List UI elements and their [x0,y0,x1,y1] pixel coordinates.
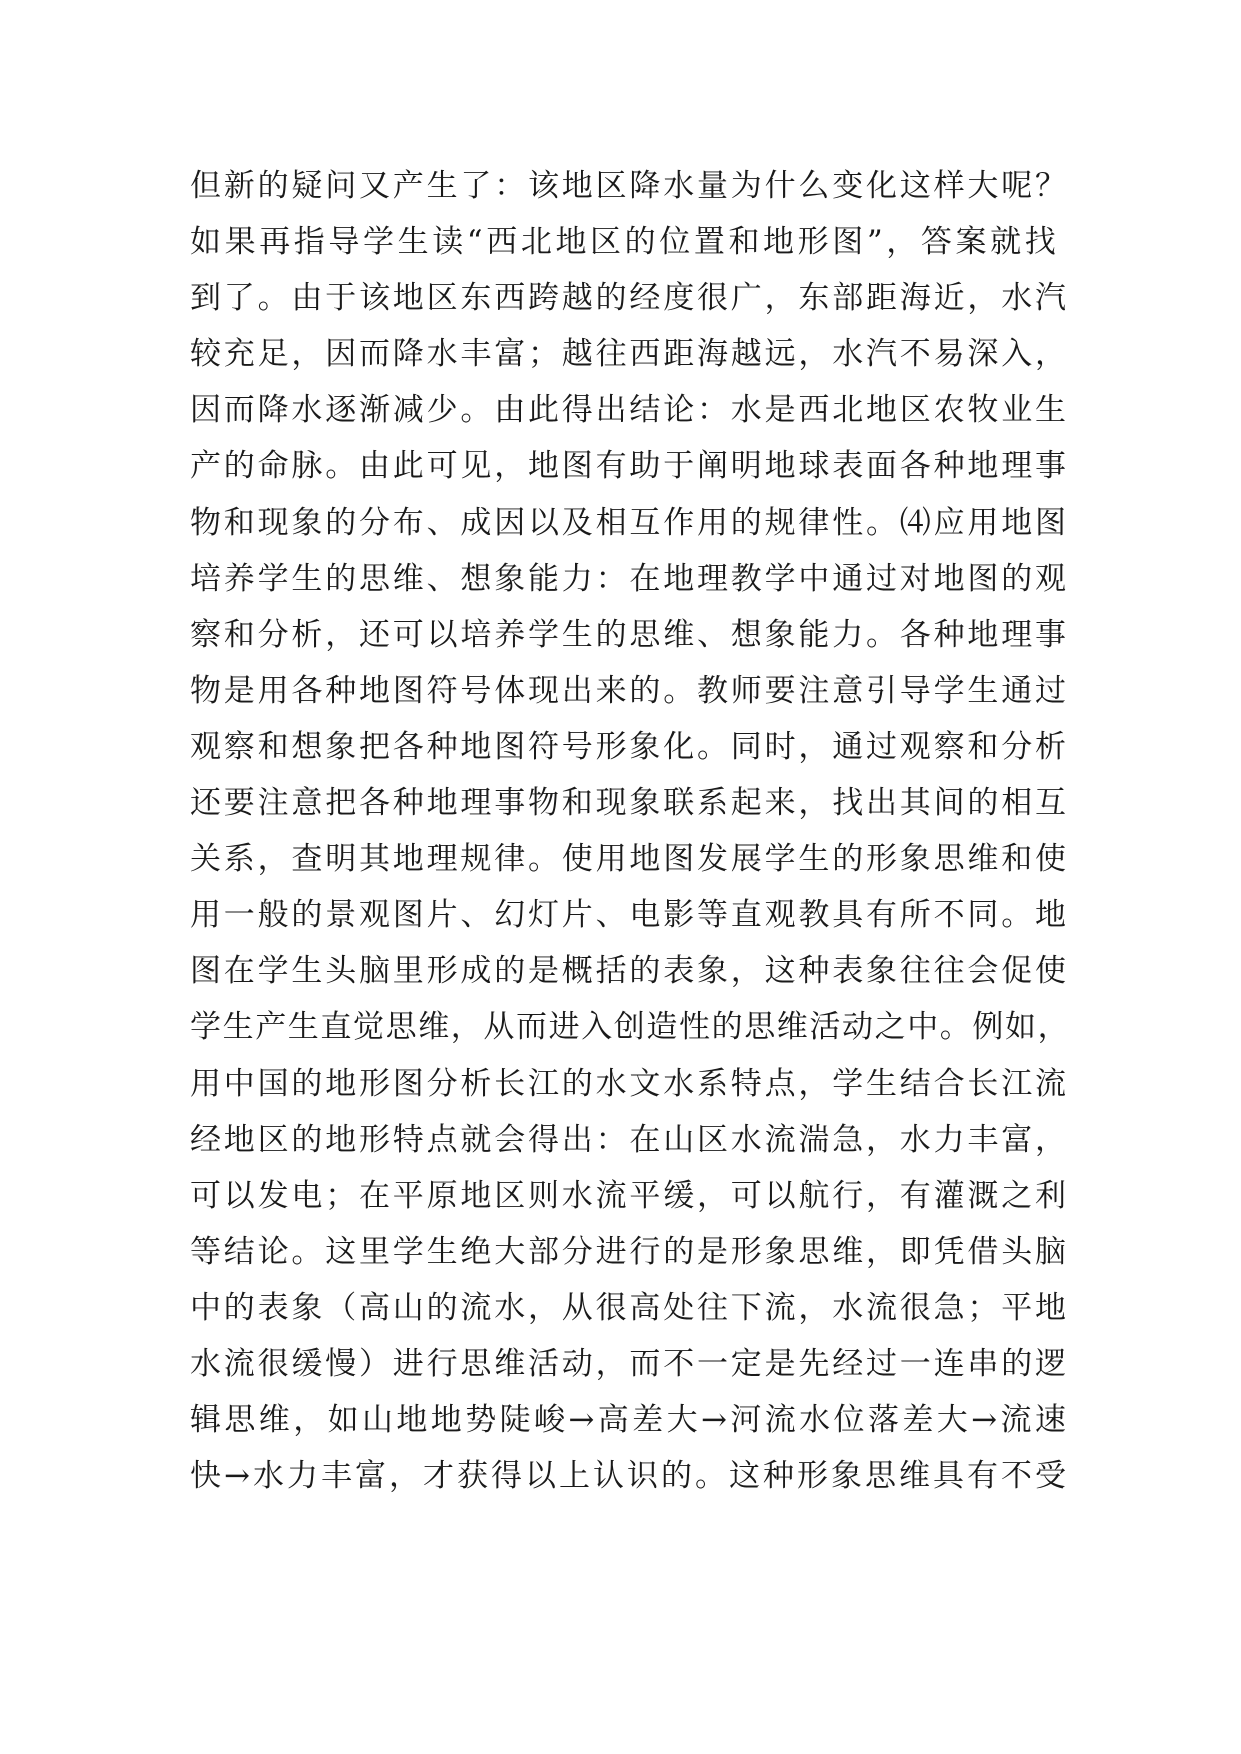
text-line: 水流很缓慢）进行思维活动，而不一定是先经过一连串的逻 [190,1345,1069,1382]
text-line: 图在学生头脑里形成的是概括的表象，这种表象往往会促使 [190,953,1069,990]
text-line: 物是用各种地图符号体现出来的。教师要注意引导学生通过 [190,672,1069,709]
text-line: 因而降水逐渐减少。由此得出结论：水是西北地区农牧业生 [190,392,1069,429]
text-line: 还要注意把各种地理事物和现象联系起来，找出其间的相互 [190,785,1069,822]
text-line: 到了。由于该地区东西跨越的经度很广，东部距海近，水汽 [190,280,1069,317]
text-line: 快→水力丰富，才获得以上认识的。这种形象思维具有不受 [190,1458,1069,1495]
text-line: 察和分析，还可以培养学生的思维、想象能力。各种地理事 [190,616,1069,653]
text-line: 物和现象的分布、成因以及相互作用的规律性。⑷应用地图 [190,504,1069,541]
body-paragraph [190,158,1070,1504]
text-line: 培养学生的思维、想象能力：在地理教学中通过对地图的观 [190,560,1069,597]
text-line: 可以发电；在平原地区则水流平缓，可以航行，有灌溉之利 [190,1177,1069,1214]
text-line: 中的表象（高山的流水，从很高处往下流，水流很急；平地 [190,1289,1069,1326]
text-line: 辑思维，如山地地势陡峻→高差大→河流水位落差大→流速 [190,1402,1070,1439]
text-line: 用中国的地形图分析长江的水文水系特点，学生结合长江流 [190,1065,1069,1102]
text-line: 用一般的景观图片、幻灯片、电影等直观教具有所不同。地 [190,897,1069,934]
text-line: 经地区的地形特点就会得出：在山区水流湍急，水力丰富， [190,1121,1069,1158]
text-line: 观察和想象把各种地图符号形象化。同时，通过观察和分析 [190,728,1069,765]
text-line: 关系，查明其地理规律。使用地图发展学生的形象思维和使 [190,841,1069,878]
text-line: 如果再指导学生读“西北地区的位置和地形图”，答案就找 [190,224,1060,261]
text-line: 较充足，因而降水丰富；越往西距海越远，水汽不易深入， [190,336,1069,373]
text-line: 但新的疑问又产生了：该地区降水量为什么变化这样大呢？ [190,168,1069,204]
text-line: 学生产生直觉思维，从而进入创造性的思维活动之中。例如， [190,1009,1071,1046]
text-line: 等结论。这里学生绝大部分进行的是形象思维，即凭借头脑 [190,1233,1069,1270]
text-line: 产的命脉。由此可见，地图有助于阐明地球表面各种地理事 [190,448,1069,485]
